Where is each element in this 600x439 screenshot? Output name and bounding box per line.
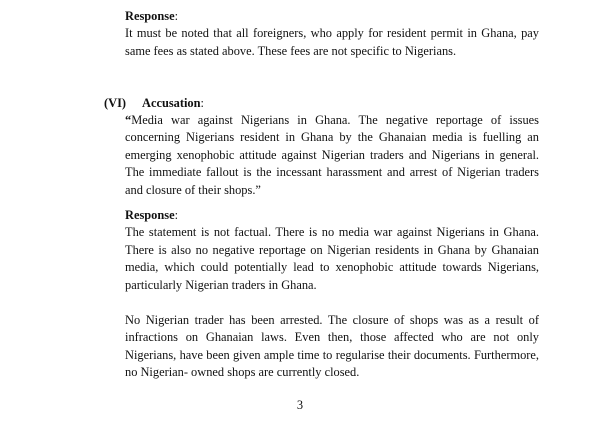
accusation-text: Media war against Nigerians in Ghana. The negative reportage of issues concerning Nigerians resident in Ghana by the Ghanaian media is fuelling an emerging xenophobic attitude against Nigerian traders and Nigerians in general. The immediate fallout is the incessant harassment and arrest of Nigerian traders and closure of their shops.” xyxy=(125,113,539,197)
response-paragraph-1: The statement is not factual. There is no media war against Nigerians in Ghana. There is also no negative reportage on Nigerian residents in Ghana by Ghanaian media, which could potentially lead to xenophobic attitude towards Nigerians, particularly Nigerian traders in Ghana. xyxy=(125,225,539,292)
accusation-quote-block xyxy=(125,112,539,199)
accusation-quote xyxy=(125,112,539,199)
section-v-response xyxy=(125,8,539,60)
section-vi-heading: (VI) Accusation: xyxy=(104,95,204,112)
section-number: (VI) xyxy=(104,96,127,110)
response-paragraph-2: No Nigerian trader has been arrested. The closure of shops was as a result of infractions on Ghanaian laws. Even then, those affected who are not only Nigerians, have been given ample time to regularise their documents. Furthermore, no Nigerian- owned shops are currently closed. xyxy=(125,313,539,380)
response-heading: Response: xyxy=(125,208,179,222)
response-heading: Response: xyxy=(125,9,179,23)
section-vi-response xyxy=(125,207,539,294)
response-paragraph: It must be noted that all foreigners, who apply for resident permit in Ghana, pay same fees as stated above. These fees are not specific to Nigerians. xyxy=(125,26,539,58)
accusation-heading: Accusation xyxy=(142,96,201,110)
response-heading-label: Response xyxy=(125,9,175,23)
page-number: 3 xyxy=(296,398,304,412)
response-heading-label: Response xyxy=(125,208,175,222)
section-vi-response-continued xyxy=(125,312,539,382)
opening-quote-mark: “ xyxy=(125,113,132,127)
